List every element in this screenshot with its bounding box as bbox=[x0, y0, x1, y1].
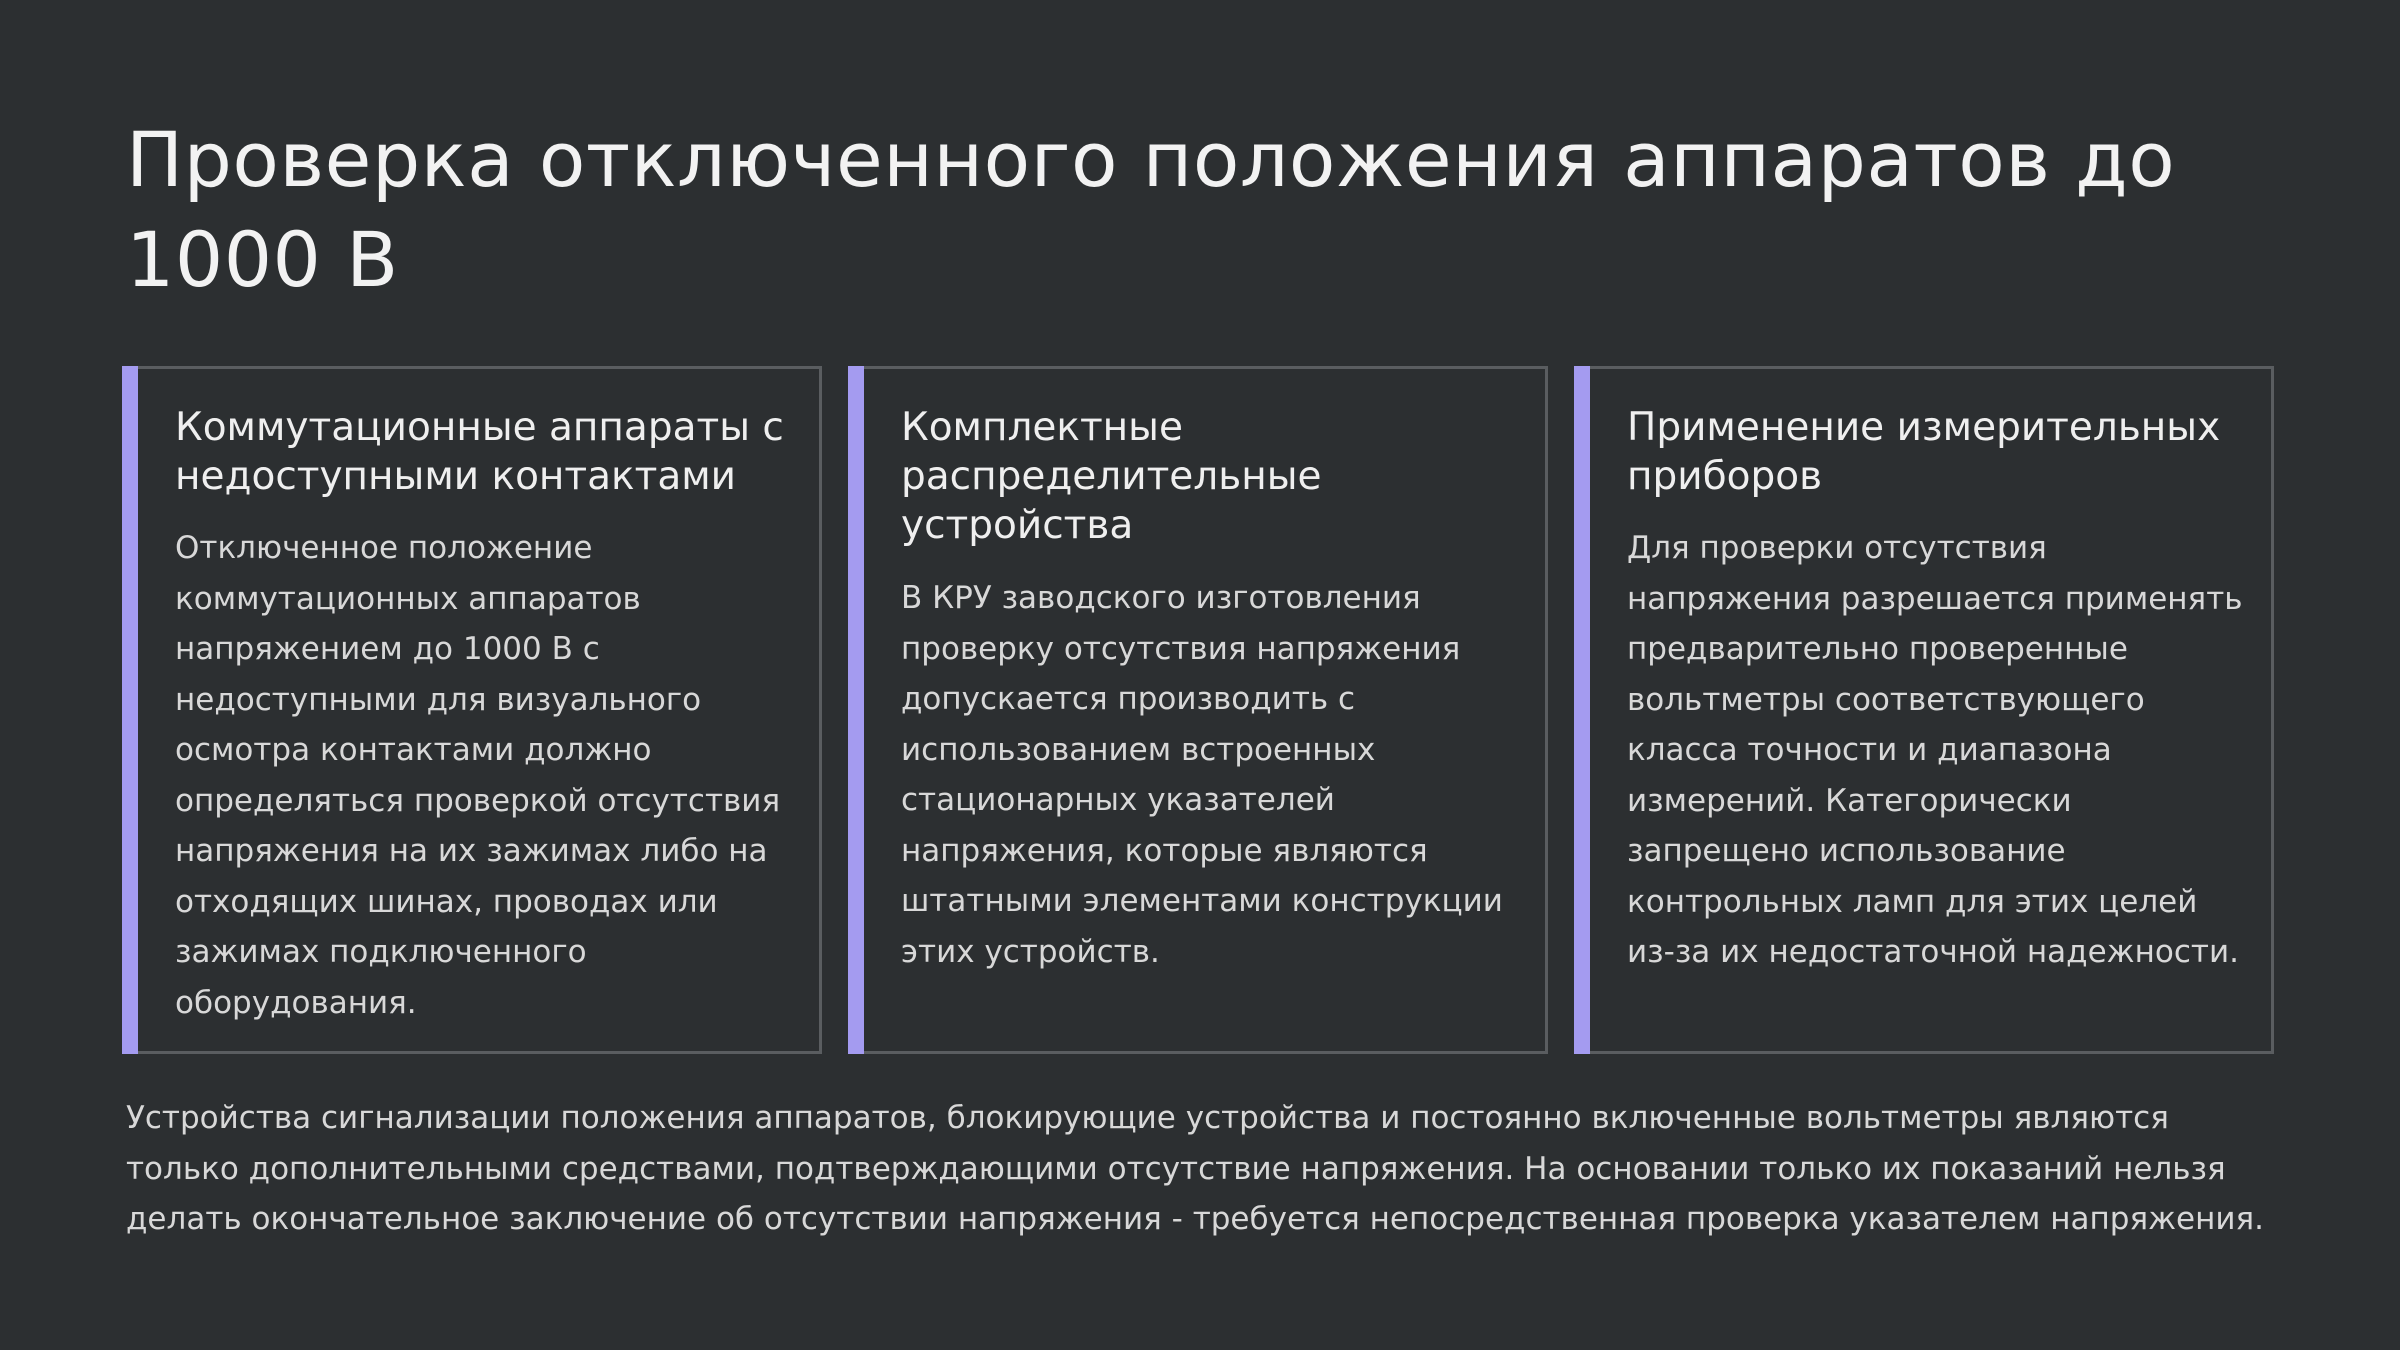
card-text: В КРУ заводского изготовления проверку отсутствия напряжения допускается производить с использованием встроенных стационарных указателей напряжения, которые являются штатными элементами конструкции этих устройств. bbox=[901, 580, 1503, 970]
card-title: Коммутационные аппараты с недоступными контактами bbox=[175, 405, 784, 499]
card-text: Для проверки отсутствия напряжения разрешается применять предварительно проверенные вольтметры соответствующего класса точности и диапазона измерений. Категорически запрещено использование контрольных ламп для этих целей из-за их недостаточной надежности. bbox=[1627, 530, 2243, 970]
card-accent-bar bbox=[848, 366, 864, 1054]
footer-note: Устройства сигнализации положения аппаратов, блокирующие устройства и постоянно включенные вольтметры являются только дополнительными средствами, подтверждающими отсутствие напряжения. На основании только их показаний нельзя делать окончательное заключение об отсутствии напряжения - требуется непосредственная проверка указателем напряжения. bbox=[126, 1100, 2265, 1237]
card-measuring-instruments bbox=[1574, 366, 2274, 1054]
card-text: Отключенное положение коммутационных аппаратов напряжением до 1000 В с недоступными для визуального осмотра контактами должно определяться проверкой отсутствия напряжения на их зажимах либо на отходящих шинах, проводах или зажимах подключенного оборудования. bbox=[175, 530, 781, 1021]
cards-row bbox=[122, 366, 2274, 1058]
card-switchgear bbox=[848, 366, 1548, 1054]
slide-title: Проверка отключенного положения аппаратов до 1000 В bbox=[126, 115, 2176, 304]
card-switching-devices bbox=[122, 366, 822, 1054]
card-accent-bar bbox=[1574, 366, 1590, 1054]
card-accent-bar bbox=[122, 366, 138, 1054]
card-title: Применение измерительных приборов bbox=[1627, 405, 2221, 499]
card-title: Комплектные распределительные устройства bbox=[901, 405, 1322, 548]
